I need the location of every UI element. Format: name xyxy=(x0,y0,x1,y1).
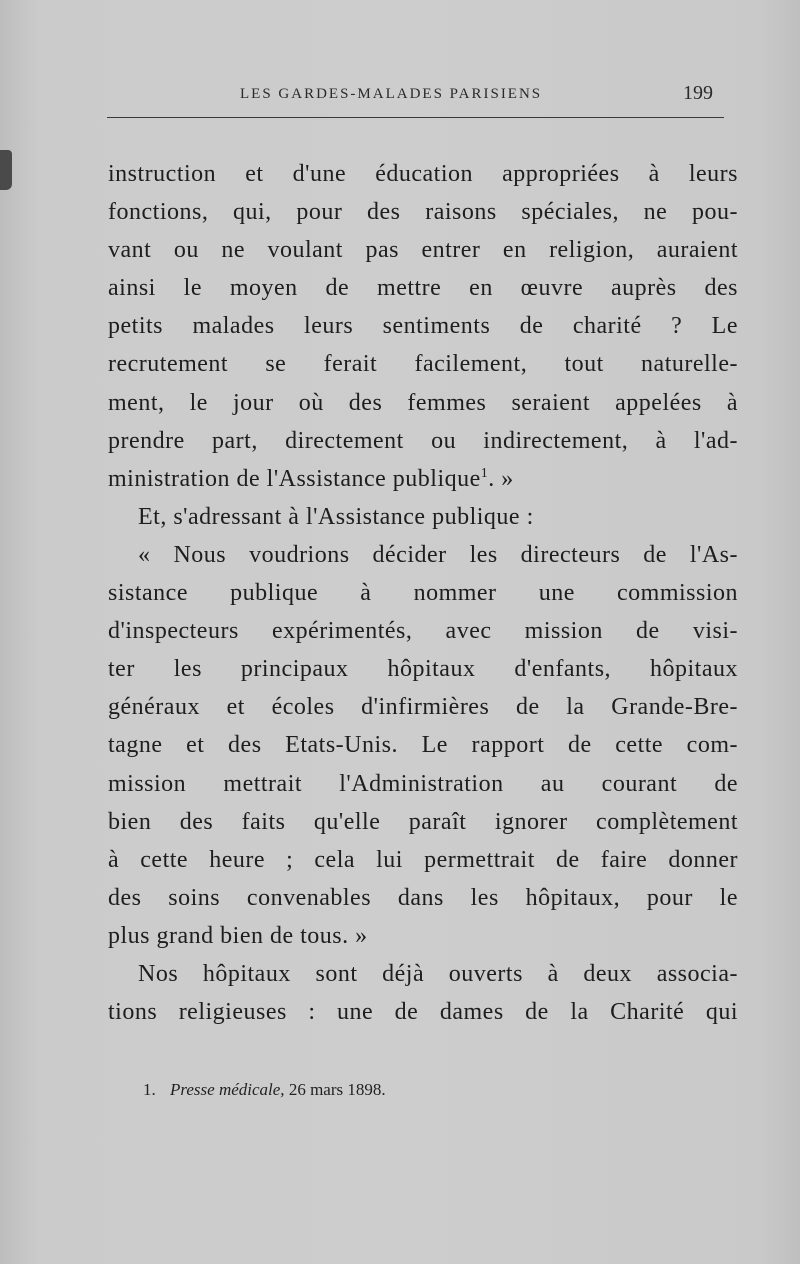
footnote-reference: 1 xyxy=(480,465,489,481)
text-line: ainsi le moyen de mettre en œuvre auprès des xyxy=(108,275,738,302)
text-line: ter les principaux hôpitaux d'enfants, hôpitaux xyxy=(108,656,738,683)
text-line: sistance publique à nommer une commission xyxy=(108,580,738,607)
text-line: fonctions, qui, pour des raisons spéciales, ne pou- xyxy=(108,199,738,226)
text-line: mission mettrait l'Administration au courant de xyxy=(108,770,738,797)
text-line: recrutement se ferait facilement, tout naturelle- xyxy=(108,351,738,378)
text-line-content: ministration de l'Assistance publique xyxy=(108,465,481,492)
text-line: d'inspecteurs expérimentés, avec mission de visi- xyxy=(108,618,738,645)
text-line: des soins convenables dans les hôpitaux, pour le xyxy=(108,884,738,911)
text-line: à cette heure ; cela lui permettrait de faire donner xyxy=(108,846,738,873)
text-line xyxy=(108,460,738,498)
quote-close: . » xyxy=(488,465,514,492)
footnote-source-date: 26 mars 1898. xyxy=(288,1080,386,1099)
text-line: instruction et d'une éducation appropriées à leurs xyxy=(108,161,738,187)
text-line: tions religieuses : une de dames de la Charité qui xyxy=(108,999,738,1026)
text-line: bien des faits qu'elle paraît ignorer complètement xyxy=(108,808,738,835)
text-line: « Nous voudrions décider les directeurs de l'As- xyxy=(138,541,738,568)
text-line: ment, le jour où des femmes seraient appelées à xyxy=(108,389,738,416)
footnote xyxy=(143,1080,386,1100)
footnote-source-title: Presse médicale, xyxy=(170,1080,285,1099)
page-number: 199 xyxy=(683,82,713,104)
header-rule xyxy=(107,117,724,118)
text-line: vant ou ne voulant pas entrer en religion, auraient xyxy=(108,237,738,264)
running-header: LES GARDES-MALADES PARISIENS xyxy=(240,86,543,102)
text-line: Et, s'adressant à l'Assistance publique : xyxy=(138,503,534,530)
text-line: petits malades leurs sentiments de charité ? Le xyxy=(108,313,738,340)
text-line: plus grand bien de tous. » xyxy=(108,922,368,949)
text-line: Nos hôpitaux sont déjà ouverts à deux associa- xyxy=(138,960,738,987)
body-text xyxy=(108,155,738,1031)
text-line: généraux et écoles d'infirmières de la Grande-Bre- xyxy=(108,694,738,721)
text-line: tagne et des Etats-Unis. Le rapport de cette com- xyxy=(108,732,738,759)
footnote-number: 1. xyxy=(143,1080,156,1099)
text-line: prendre part, directement ou indirectement, à l'ad- xyxy=(108,427,738,454)
page-edge-mark xyxy=(0,150,12,190)
